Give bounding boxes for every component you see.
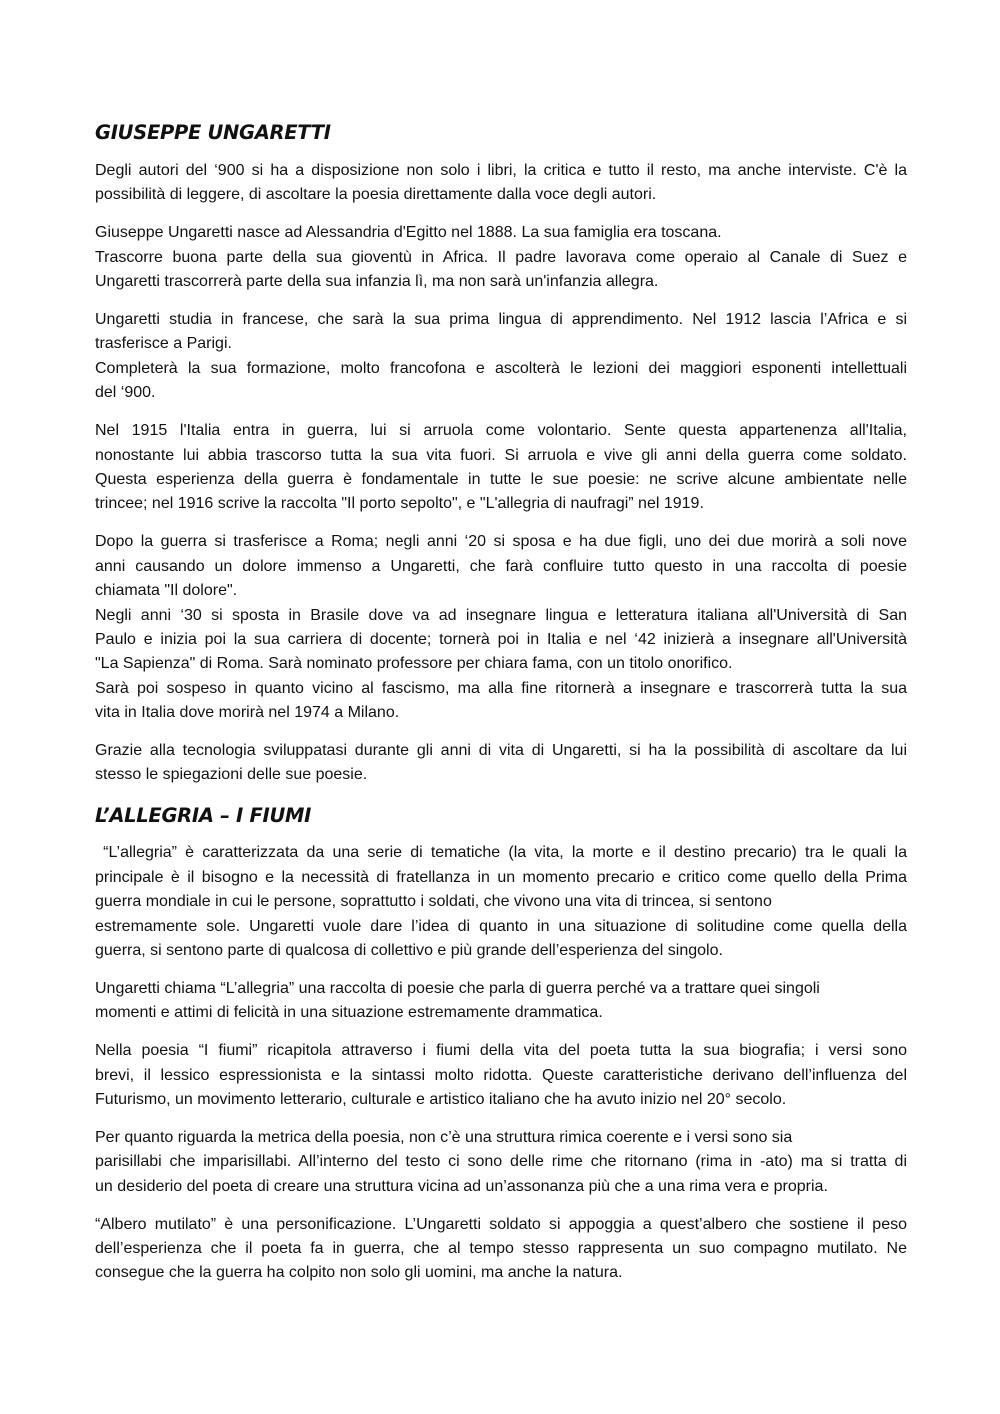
text-line: possibilità di leggere, di ascoltare la poesia direttamente dalla voce degli autori. [95,186,657,204]
text-line: guerra, si sentono parte di qualcosa di collettivo e più grande dell’esperienza del singolo. [95,941,723,959]
paragraph-after-war [95,530,907,725]
text-line: Negli anni ‘30 si sposta in Brasile dove va ad insegnare lingua e letteratura italiana all'Università di San [95,606,907,624]
text-line: estremamente sole. Ungaretti vuole dare l’idea di quanto in una situazione di solitudine come quella della [95,917,907,935]
document-page [95,118,907,1299]
text-line: Nella poesia “I fiumi” ricapitola attraverso i fiumi della vita del poeta tutta la sua biografia; i versi sono [95,1042,907,1060]
paragraph-war [95,419,907,517]
text-line: Sarà poi sospeso in quanto vicino al fascismo, ma alla fine ritornerà a insegnare e trascorrerà tutta la sua [95,679,907,697]
paragraph-technology [95,739,907,788]
text-line: Dopo la guerra si trasferisce a Roma; negli anni ‘20 si sposa e ha due figli, uno dei due morirà a soli nove [95,533,907,551]
text-line: Giuseppe Ungaretti nasce ad Alessandria d'Egitto nel 1888. La sua famiglia era toscana. [95,224,722,242]
text-line: chiamata "Il dolore". [95,582,238,600]
text-line: vita in Italia dove morirà nel 1974 a Milano. [95,704,400,722]
text-line: stesso le spiegazioni delle sue poesie. [95,766,368,784]
text-line: Degli autori del ‘900 si ha a disposizione non solo i libri, la critica e tutto il resto, ma anche interviste. C'è la [95,162,907,179]
text-line: nonostante lui abbia trascorso tutta la sua vita fuori. Si arruola e vive gli anni della guerra come soldato. [95,446,907,464]
text-line: consegue che la guerra ha colpito non solo gli uomini, ma anche la natura. [95,1264,623,1282]
text-line: Nel 1915 l'Italia entra in guerra, lui si arruola come volontario. Sente questa appartenenza all'Italia, [95,422,907,440]
text-line: anni causando un dolore immenso a Ungaretti, che farà confluire tutto questo in una raccolta di poesie [95,557,907,575]
text-line: Ungaretti studia in francese, che sarà la sua prima lingua di apprendimento. Nel 1912 lascia l’Africa e si [95,311,907,329]
paragraph-intro [95,159,907,208]
text-line: momenti e attimi di felicità in una situazione estremamente drammatica. [95,1004,603,1022]
paragraph-studies [95,308,907,406]
paragraph-allegria [95,841,907,963]
text-line: dell’esperienza che il poeta fa in guerra, che al tempo stesso rappresenta un suo compagno mutilato. Ne [95,1240,907,1258]
text-line: parisillabi che imparisillabi. All’interno del testo ci sono delle rime che ritornano (rima in -ato) ma si tratta di [95,1153,907,1171]
page-title: GIUSEPPE UNGARETTI [95,121,331,144]
text-line: Completerà la sua formazione, molto francofona e ascolterà le lezioni dei maggiori esponenti intellettuali [95,359,907,377]
text-line: Ungaretti trascorrerà parte della sua infanzia lì, ma non sarà un'infanzia allegra. [95,273,659,291]
text-line: Per quanto riguarda la metrica della poesia, non c’è una struttura rimica coerente e i versi sono sia [95,1128,793,1146]
text-line: "La Sapienza" di Roma. Sarà nominato professore per chiara fama, con un titolo onorifico. [95,655,733,673]
text-line: Trascorre buona parte della sua gioventù in Africa. Il padre lavorava come operaio al Canale di Suez e [95,248,907,266]
text-line: del ‘900. [95,384,156,402]
text-line: trincee; nel 1916 scrive la raccolta "Il porto sepolto", e "L'allegria di naufragi” nel 1919. [95,495,704,513]
paragraph-fiumi [95,1039,907,1112]
text-line: principale è il bisogno e la necessità di fratellanza in un momento precario e critico come quello della Prima [95,868,907,886]
text-line: Paulo e inizia poi la sua carriera di docente; tornerà poi in Italia e nel ‘42 inizierà a insegnare all'Università [95,630,907,648]
text-line: Futurismo, un movimento letterario, culturale e artistico italiano che ha avuto inizio nel 20° secolo. [95,1091,787,1108]
paragraph-birth [95,221,907,294]
text-line: “L’allegria” è caratterizzata da una serie di tematiche (la vita, la morte e il destino precario) tra le quali la [95,844,907,862]
text-line: Questa esperienza della guerra è fondamentale in tutte le sue poesie: ne scrive alcune ambientate nelle [95,470,907,488]
paragraph-metrica [95,1126,907,1199]
paragraph-name-reason [95,977,907,1026]
text-line: brevi, il lessico espressionista e la sintassi molto ridotta. Queste caratteristiche derivano dell’influenza del [95,1066,907,1084]
text-line: Ungaretti chiama “L’allegria” una raccolta di poesie che parla di guerra perché va a trattare quei singoli [95,979,820,997]
paragraph-albero [95,1213,907,1286]
text-line: guerra mondiale in cui le persone, soprattutto i soldati, che vivono una vita di trincea, si sentono [95,893,772,911]
text-line: trasferisce a Parigi. [95,335,232,353]
text-line: un desiderio del poeta di creare una struttura vicina ad un’assonanza più che a una rima vera e propria. [95,1177,828,1195]
section-title-allegria: L’ALLEGRIA – I FIUMI [95,804,312,828]
text-line: Grazie alla tecnologia sviluppatasi durante gli anni di vita di Ungaretti, si ha la possibilità di ascoltare da lui [95,742,907,760]
text-line: “Albero mutilato” è una personificazione. L’Ungaretti soldato si appoggia a quest’albero che sostiene il peso [95,1215,907,1233]
